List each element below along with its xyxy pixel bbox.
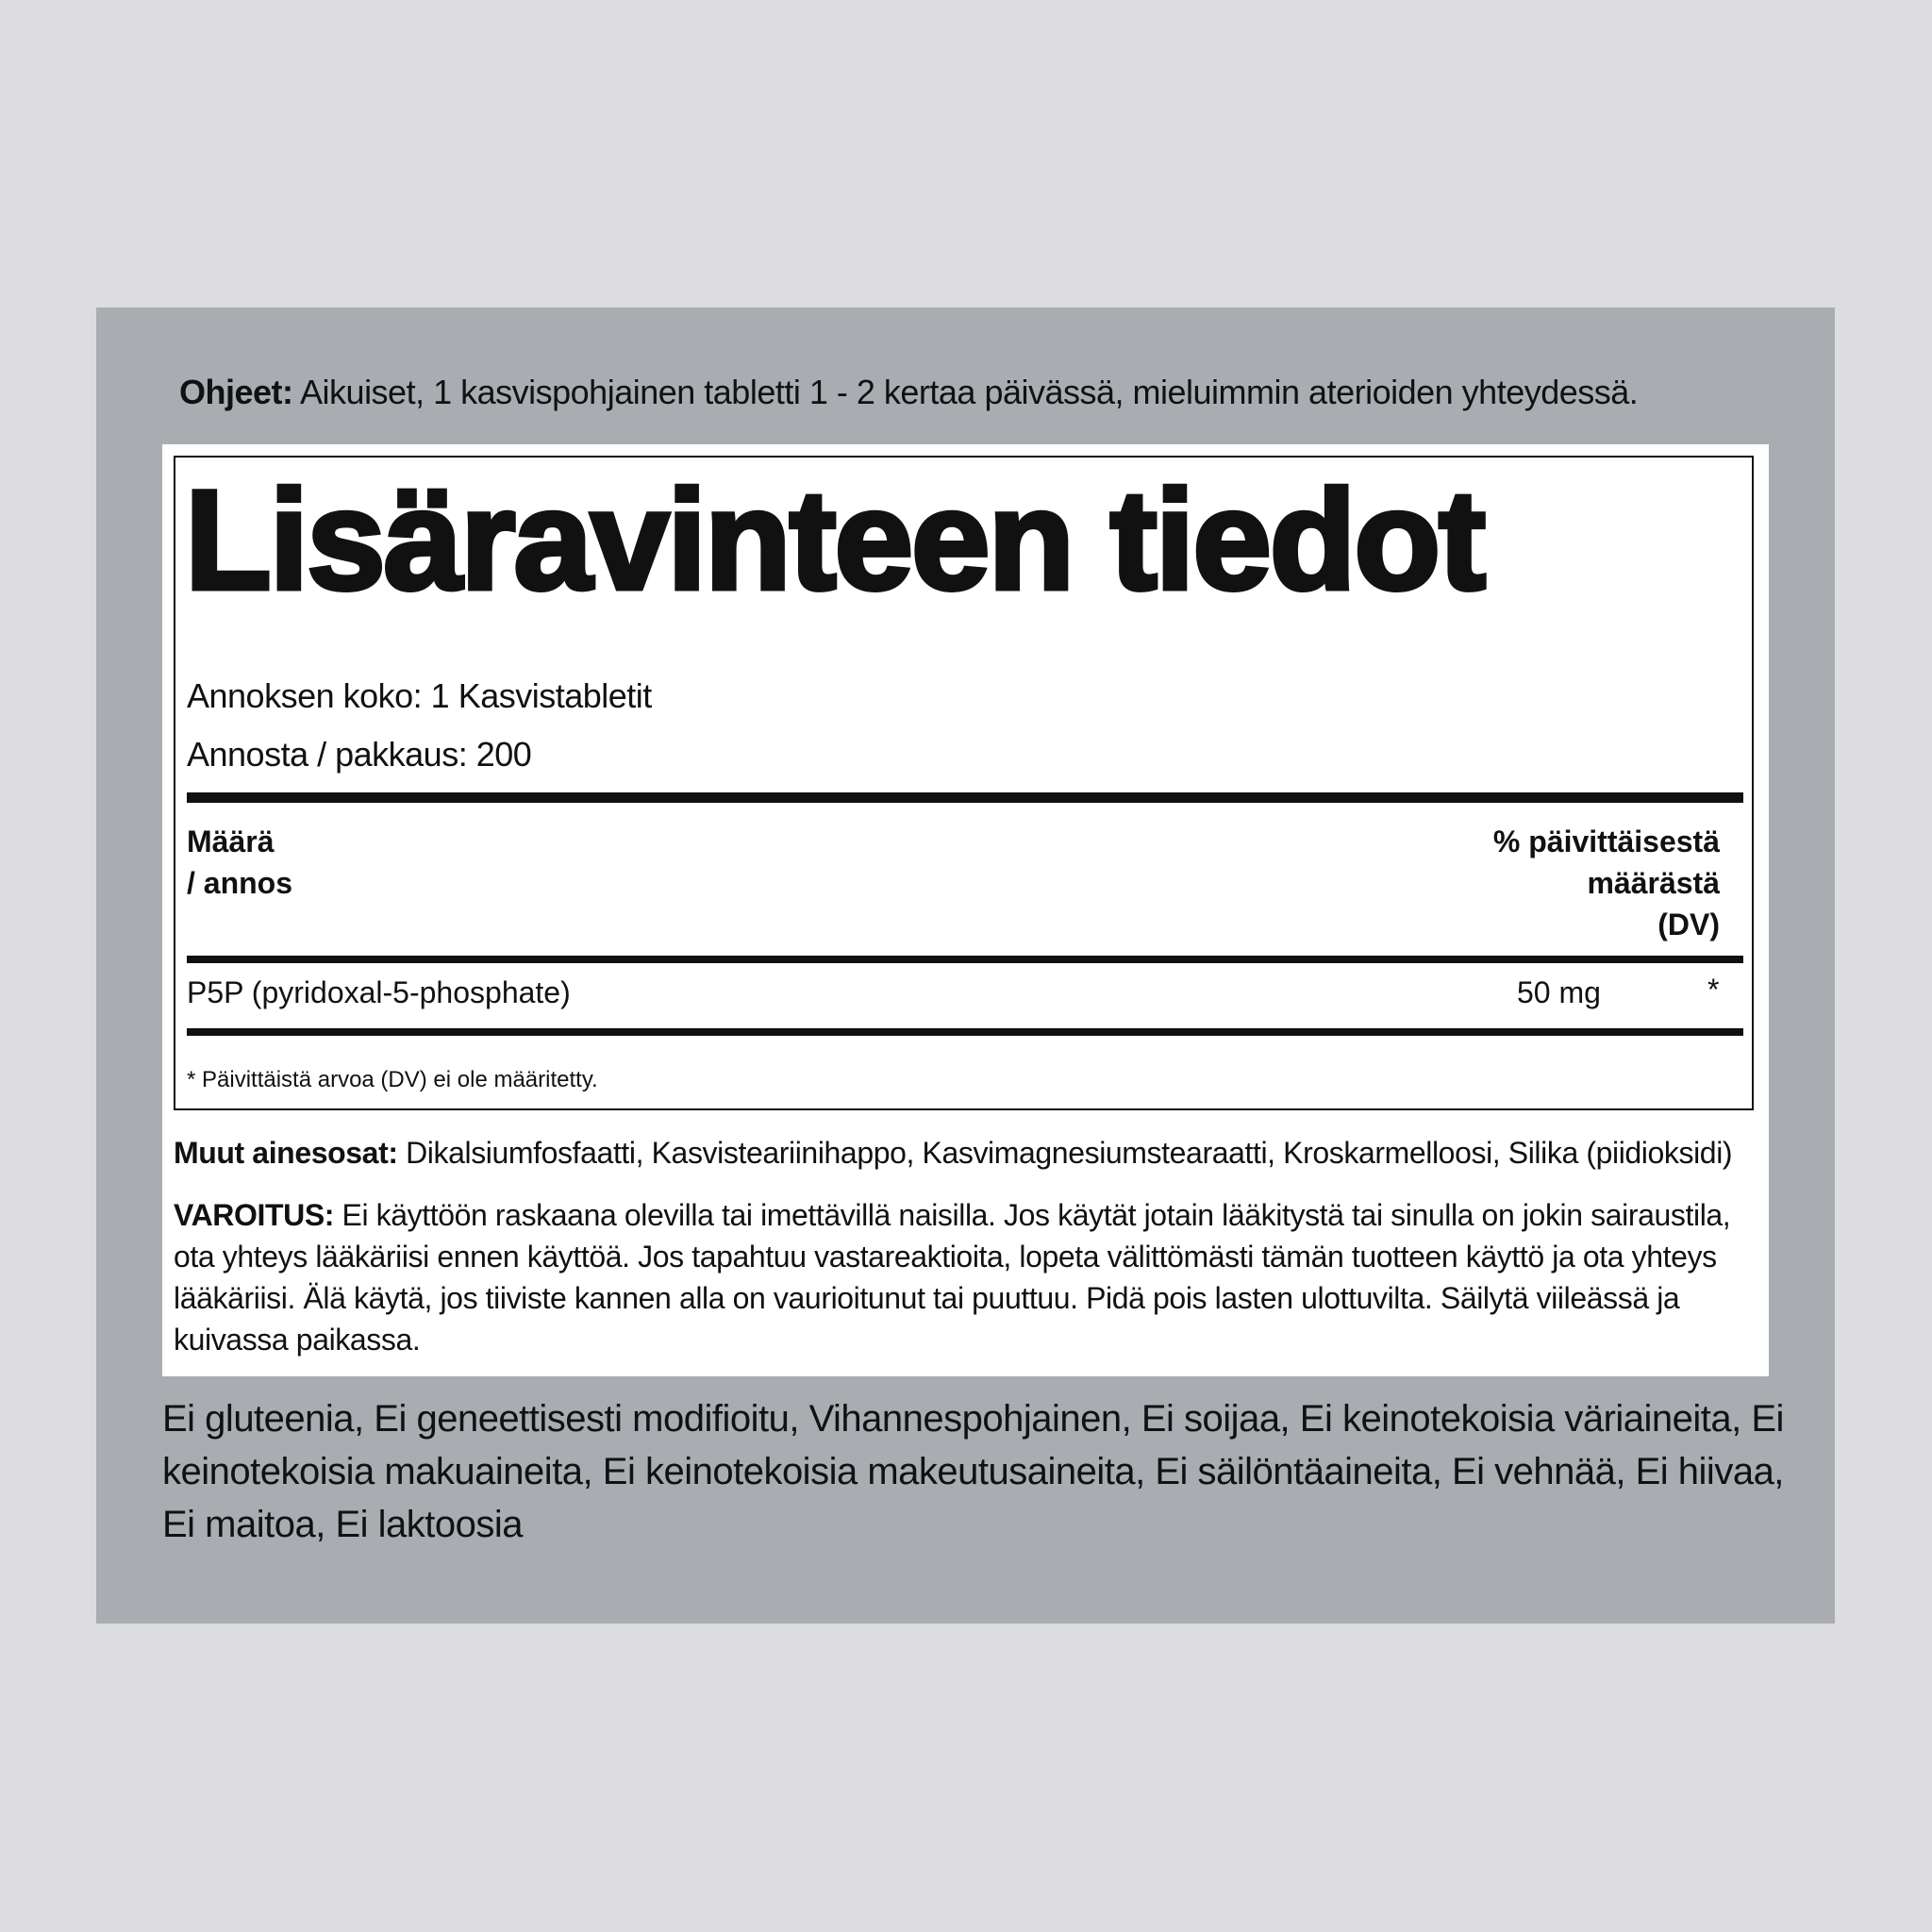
supplement-facts-box [174,456,1754,1110]
dv-header-line2: määrästä [1587,866,1720,900]
row-divider [187,1028,1743,1036]
servings-per-container: Annosta / pakkaus: 200 [187,735,532,774]
warning-body: Ei käyttöön raskaana olevilla tai imettävillä naisilla. Jos käytät jotain lääkitystä tai sinulla on jokin sairaustila, ota yhteys lääkäriisi ennen käyttöä. Jos tapahtuu vastareaktioita, lopeta välittömästi tämän tuotteen käyttö ja ota yhteys lääkäriisi. Älä käytä, jos tiiviste kannen alla on vaurioitunut tai puuttuu. Pidä pois lasten ulottuvilta. Säilytä viileässä ja kuivassa paikassa. [174,1198,1731,1357]
directions-label: Ohjeet: [179,373,293,411]
other-ingredients [174,1132,1768,1174]
amount-header-line2: / annos [187,866,293,900]
dv-header-line3: (DV) [1657,908,1720,941]
nutrient-name: P5P (pyridoxal-5-phosphate) [187,975,571,1009]
label-card [162,444,1769,1376]
other-ingredients-label: Muut ainesosat: [174,1136,398,1170]
nutrient-amount: 50 mg [1517,975,1601,1009]
dv-header-line1: % päivittäisestä [1492,824,1720,858]
dv-header [1493,821,1720,945]
facts-title: Lisäravinteen tiedot [185,460,1485,619]
warning-text [174,1194,1768,1360]
directions-text: Aikuiset, 1 kasvispohjainen tabletti 1 - 2 kertaa päivässä, mieluimmin aterioiden yhteydessä. [292,373,1639,411]
header-divider [187,956,1743,963]
serving-size: Annoksen koko: 1 Kasvistabletit [187,676,652,715]
thick-divider [187,792,1743,803]
directions-line [179,372,1638,413]
free-from-claims: Ei gluteenia, Ei geneettisesti modifioitu, Vihannespohjainen, Ei soijaa, Ei keinotekoisia väriaineita, Ei keinotekoisia makuaineita, Ei keinotekoisia makeutusaineita, Ei säilöntäaineita, Ei vehnää, Ei hiivaa, Ei maitoa, Ei laktoosia [162,1398,1784,1545]
nutrient-dv: * [1707,973,1720,1007]
warning-label: VAROITUS: [174,1198,335,1232]
other-ingredients-text: Dikalsiumfosfaatti, Kasvisteariinihappo, Kasvimagnesiumstearaatti, Kroskarmelloosi, Silika (piidioksidi) [397,1136,1733,1170]
dv-footnote: * Päivittäistä arvoa (DV) ei ole määritetty. [187,1067,598,1092]
amount-header [187,821,292,904]
label-panel [96,308,1835,1624]
amount-header-line1: Määrä [187,824,275,858]
